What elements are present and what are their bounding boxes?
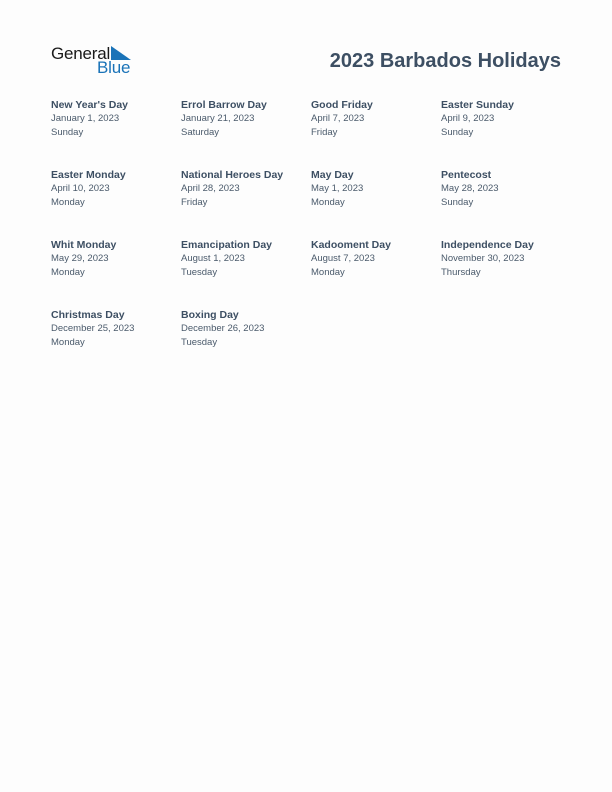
holiday-name: Boxing Day (181, 309, 239, 321)
holiday-item (51, 308, 181, 378)
holiday-name: New Year's Day (51, 99, 129, 111)
holiday-weekday: Sunday (441, 126, 474, 138)
logo-word-general: General (51, 44, 111, 63)
holiday-name: National Heroes Day (181, 169, 284, 181)
holiday-name: Easter Sunday (441, 99, 514, 111)
holiday-weekday: Sunday (441, 196, 474, 208)
holiday-date: January 21, 2023 (181, 113, 255, 124)
holiday-name: Pentecost (441, 169, 492, 181)
holiday-name: Christmas Day (51, 309, 125, 321)
holiday-date: May 28, 2023 (441, 183, 499, 194)
holiday-date: May 29, 2023 (51, 253, 109, 264)
holiday-item (441, 238, 571, 308)
holiday-item (51, 238, 181, 308)
holiday-grid (51, 98, 571, 378)
holiday-date: August 7, 2023 (311, 253, 375, 264)
holiday-date: November 30, 2023 (441, 253, 525, 264)
holiday-name: Whit Monday (51, 239, 117, 251)
holiday-item (181, 98, 311, 168)
holiday-item (181, 168, 311, 238)
logo-word-blue: Blue (97, 58, 131, 77)
holiday-item (311, 98, 441, 168)
holiday-date: December 26, 2023 (181, 323, 265, 334)
holiday-name: Errol Barrow Day (181, 99, 267, 111)
holiday-weekday: Monday (51, 196, 85, 208)
holiday-weekday: Thursday (441, 266, 481, 278)
holiday-date: April 10, 2023 (51, 183, 110, 194)
holiday-weekday: Friday (181, 196, 208, 208)
holiday-item (51, 98, 181, 168)
holiday-date: May 1, 2023 (311, 183, 364, 194)
holiday-date: April 7, 2023 (311, 113, 365, 124)
holiday-name: May Day (311, 169, 354, 181)
holiday-weekday: Monday (311, 196, 345, 208)
holiday-weekday: Saturday (181, 126, 220, 138)
holiday-item (181, 238, 311, 308)
holiday-item (441, 168, 571, 238)
holiday-name: Easter Monday (51, 169, 126, 181)
holiday-date: August 1, 2023 (181, 253, 245, 264)
holiday-weekday: Tuesday (181, 336, 218, 348)
page-title: 2023 Barbados Holidays (329, 50, 561, 72)
holiday-weekday: Monday (51, 336, 85, 348)
holiday-name: Independence Day (441, 239, 534, 251)
holiday-date: April 9, 2023 (441, 113, 495, 124)
holiday-item (441, 98, 571, 168)
holiday-name: Kadooment Day (311, 239, 391, 251)
holiday-weekday: Friday (311, 126, 338, 138)
brand-logo (51, 44, 135, 78)
holiday-date: January 1, 2023 (51, 113, 120, 124)
holiday-item (311, 168, 441, 238)
holiday-date: April 28, 2023 (181, 183, 240, 194)
holiday-item (311, 238, 441, 308)
holiday-item (51, 168, 181, 238)
holiday-date: December 25, 2023 (51, 323, 135, 334)
holiday-weekday: Monday (51, 266, 85, 278)
holiday-weekday: Tuesday (181, 266, 218, 278)
holiday-name: Good Friday (311, 99, 373, 111)
holiday-weekday: Sunday (51, 126, 84, 138)
holiday-item (181, 308, 311, 378)
holiday-name: Emancipation Day (181, 239, 273, 251)
holiday-weekday: Monday (311, 266, 345, 278)
